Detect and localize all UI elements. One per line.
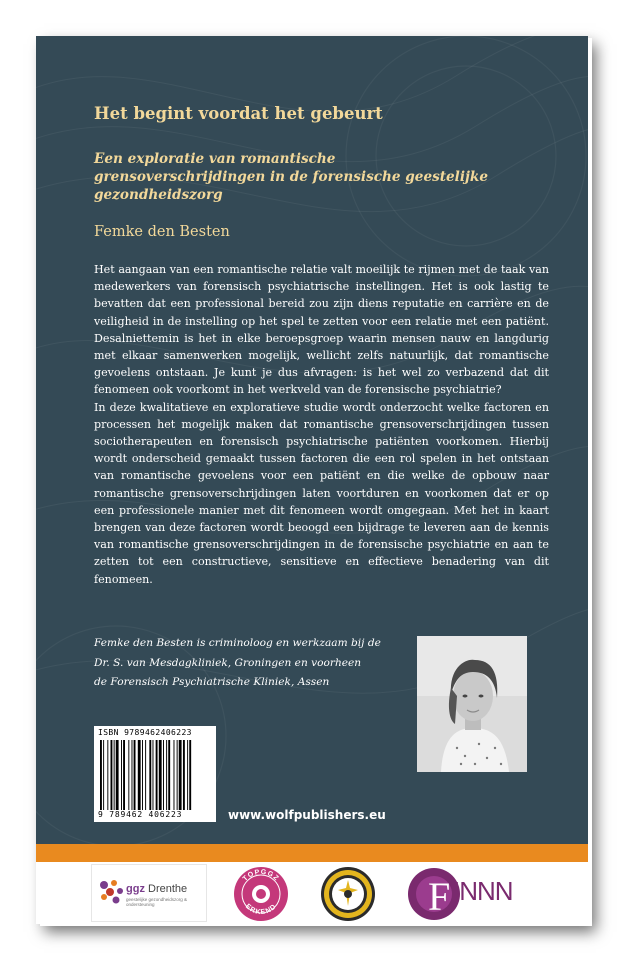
isbn-barcode (94, 726, 216, 822)
topggz-logo (233, 866, 289, 922)
topggz-seal-icon (233, 866, 289, 922)
author-name: Femke den Besten (94, 224, 230, 240)
barcode-bars-icon (98, 740, 212, 810)
ggz-word: ggz (126, 883, 145, 895)
blurb-text (94, 261, 549, 588)
bio-line: Femke den Besten is criminoloog en werkzaam bij de (94, 637, 381, 649)
svg-text:F: F (428, 874, 451, 919)
book-title: Het begint voordat het gebeurt (94, 104, 383, 123)
blurb-paragraph: In deze kwalitatieve en exploratieve studie wordt onderzocht welke factoren en processen het mogelijk maken dat romantische grensoverschrijdingen tussen sociotherapeuten en forensisch psychiatrische patiënten voorkomen. Hierbij wordt onderscheid gemaakt tussen factoren die een rol spelen in het ontstaan van romantische gevoelens voor een patiënt en die welke de opbouw naar romantische grensoverschrijdingen laten voortduren en voorkomen dat er op een professionele manier met dit fenomeen wordt omgegaan. Met het in kaart brengen van deze factoren wordt beoogd een bijdrage te leveren aan de kennis van romantische grensoverschrijdingen in de forensische psychiatrie en aan te zetten tot een constructieve, sensitieve en effectieve benadering van dit fenomeen. (94, 400, 549, 586)
ggz-region: Drenthe (148, 883, 188, 895)
partner-logos (36, 862, 588, 924)
isbn-number: ISBN 9789462406223 (98, 728, 192, 737)
finnn-wordmark: INNN (453, 876, 513, 906)
blurb-paragraph: Het aangaan van een romantische relatie valt moeilijk te rijmen met de taak van medewerkers van forensisch psychiatrische instellingen. Het is ook lastig te bevatten dat een professional bereid zou zijn diens reputatie en carrière en de veiligheid in de instelling op het spel te zetten voor een relatie met een patiënt. Desalniettemin is het in elke beroepsgroep waarin mensen nauw en langdurig met elkaar samenwerken mogelijk, wellicht zelfs natuurlijk, dat romantische gevoelens ontstaan. Je kunt je dus afvragen: is het wel zo verbazend dat dit fenomeen ook voorkomt in het werkveld van de forensische psychiatrie? (94, 263, 549, 397)
author-photo (417, 636, 527, 772)
ean-number: 9 789462 406223 (98, 810, 183, 819)
svg-text:TOPGGZ: TOPGGZ (241, 868, 281, 883)
svg-text:ERKEND: ERKEND (243, 903, 279, 917)
orange-band (36, 844, 588, 862)
bio-line: de Forensisch Psychiatrische Kliniek, Assen (94, 676, 330, 688)
book-back-cover (36, 36, 588, 924)
leaf-cluster-icon (96, 877, 126, 907)
ggz-drenthe-logo (91, 864, 207, 922)
university-logo (320, 866, 376, 922)
author-portrait-icon (417, 636, 527, 772)
ggz-name (126, 883, 187, 895)
finnn-logo (406, 866, 556, 922)
bio-line: Dr. S. van Mesdagkliniek, Groningen en voorheen (94, 656, 362, 669)
ggz-tagline: geestelijke gezondheidszorg & ondersteuning (126, 897, 188, 907)
university-seal-icon (320, 866, 376, 922)
book-subtitle: Een exploratie van romantische grensoverschrijdingen in de forensische geestelijke gezondheidszorg (94, 151, 488, 203)
publisher-url[interactable]: www.wolfpublishers.eu (228, 808, 386, 822)
author-bio (94, 634, 424, 693)
